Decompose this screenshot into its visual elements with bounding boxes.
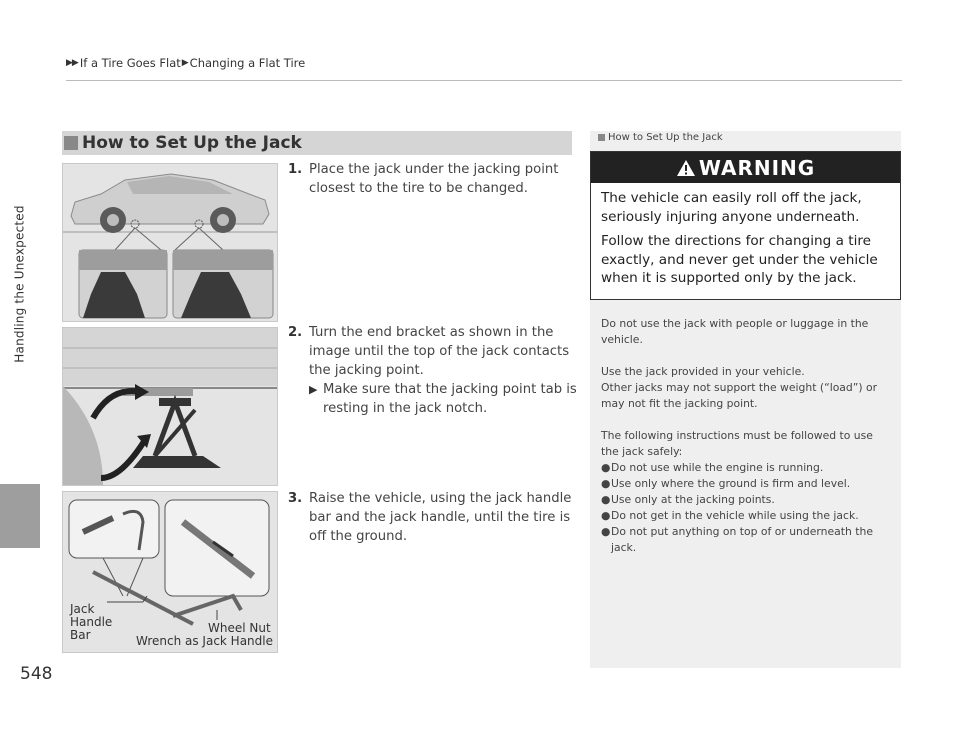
breadcrumb: [66, 56, 305, 70]
list-item-text: Use only at the jacking points.: [611, 493, 775, 506]
chapter-tab-label: Handling the Unexpected: [13, 205, 28, 363]
chapter-tab: [0, 84, 40, 484]
bullet-icon: ●: [601, 477, 611, 490]
warning-box: [590, 151, 901, 300]
car-jack-illustration: [63, 164, 277, 321]
note-paragraph: [601, 364, 893, 412]
note-paragraph: Do not use the jack with people or luggage in the vehicle.: [601, 317, 869, 346]
step-1: [288, 160, 578, 198]
chapter-tab-marker: [0, 484, 40, 548]
step-note: Make sure that the jacking point tab is resting in the jack notch.: [323, 382, 577, 416]
step-number: 2.: [288, 325, 303, 340]
sidebar-body: [601, 316, 893, 556]
sidebar-title: [598, 132, 723, 143]
label-line: Bar: [70, 628, 91, 642]
jack-bracket-illustration: [63, 328, 277, 485]
sidebar-marker-icon: [598, 134, 605, 141]
warning-paragraph: The vehicle can easily roll off the jack, seriously injuring anyone underneath.: [601, 190, 862, 225]
label-wrench: Wrench as Jack Handle: [136, 634, 273, 648]
list-item: [601, 508, 893, 524]
note-paragraph: The following instructions must be followed to use the jack safely:: [601, 429, 873, 458]
list-item: [601, 460, 893, 476]
step-text: Place the jack under the jacking point closest to the tire to be changed.: [309, 162, 559, 196]
step-number: 3.: [288, 491, 303, 506]
label-wheel-nut: Wheel Nut: [208, 621, 271, 635]
step-text: Turn the end bracket as shown in the image until the top of the jack contacts the jacking point.: [309, 325, 570, 378]
note-arrow-icon: ▶: [309, 383, 318, 396]
list-item-text: Do not put anything on top of or underneath the jack.: [611, 525, 873, 554]
warning-triangle-icon: [676, 159, 696, 177]
breadcrumb-arrow-icon: ▶: [71, 58, 79, 68]
breadcrumb-arrow-icon: ▶: [66, 58, 73, 68]
section-marker-icon: [64, 136, 78, 150]
safety-list: [601, 460, 893, 556]
list-item: [601, 492, 893, 508]
warning-header: [591, 152, 900, 183]
breadcrumb-item[interactable]: Changing a Flat Tire: [189, 56, 306, 70]
sidebar-title-text: How to Set Up the Jack: [608, 132, 723, 143]
sidebar-notes: [590, 131, 901, 668]
page-number: 548: [20, 664, 53, 684]
list-item-text: Use only where the ground is firm and level.: [611, 477, 851, 490]
step-3: [288, 489, 578, 546]
step-text: Raise the vehicle, using the jack handle bar and the jack handle, until the tire is off the ground.: [309, 491, 572, 544]
warning-paragraph: Follow the directions for changing a tire exactly, and never get under the vehicle when it is supported only by the jack.: [601, 233, 878, 286]
list-item-text: Do not get in the vehicle while using the jack.: [611, 509, 859, 522]
label-line: Handle: [70, 615, 113, 629]
note-line: Use the jack provided in your vehicle.: [601, 365, 805, 378]
bullet-icon: ●: [601, 509, 611, 522]
step-2: [288, 323, 578, 418]
breadcrumb-item[interactable]: If a Tire Goes Flat: [79, 56, 181, 70]
label-line: Jack: [70, 602, 95, 616]
header-divider: [66, 80, 902, 81]
section-header: [62, 131, 572, 155]
figure-jack-bracket: [62, 327, 278, 486]
step-number: 1.: [288, 162, 303, 177]
list-item: [601, 524, 893, 556]
warning-heading: WARNING: [698, 155, 816, 180]
label-jack-handle-bar: [70, 603, 112, 642]
bullet-icon: ●: [601, 461, 611, 474]
section-title: How to Set Up the Jack: [82, 133, 302, 153]
bullet-icon: ●: [601, 493, 611, 506]
bullet-icon: ●: [601, 525, 611, 538]
figure-jacking-points: [62, 163, 278, 322]
note-line: Other jacks may not support the weight (“load”) or may not fit the jacking point.: [601, 381, 878, 410]
list-item: [601, 476, 893, 492]
list-item-text: Do not use while the engine is running.: [611, 461, 824, 474]
breadcrumb-arrow-icon: ▶: [181, 58, 189, 68]
